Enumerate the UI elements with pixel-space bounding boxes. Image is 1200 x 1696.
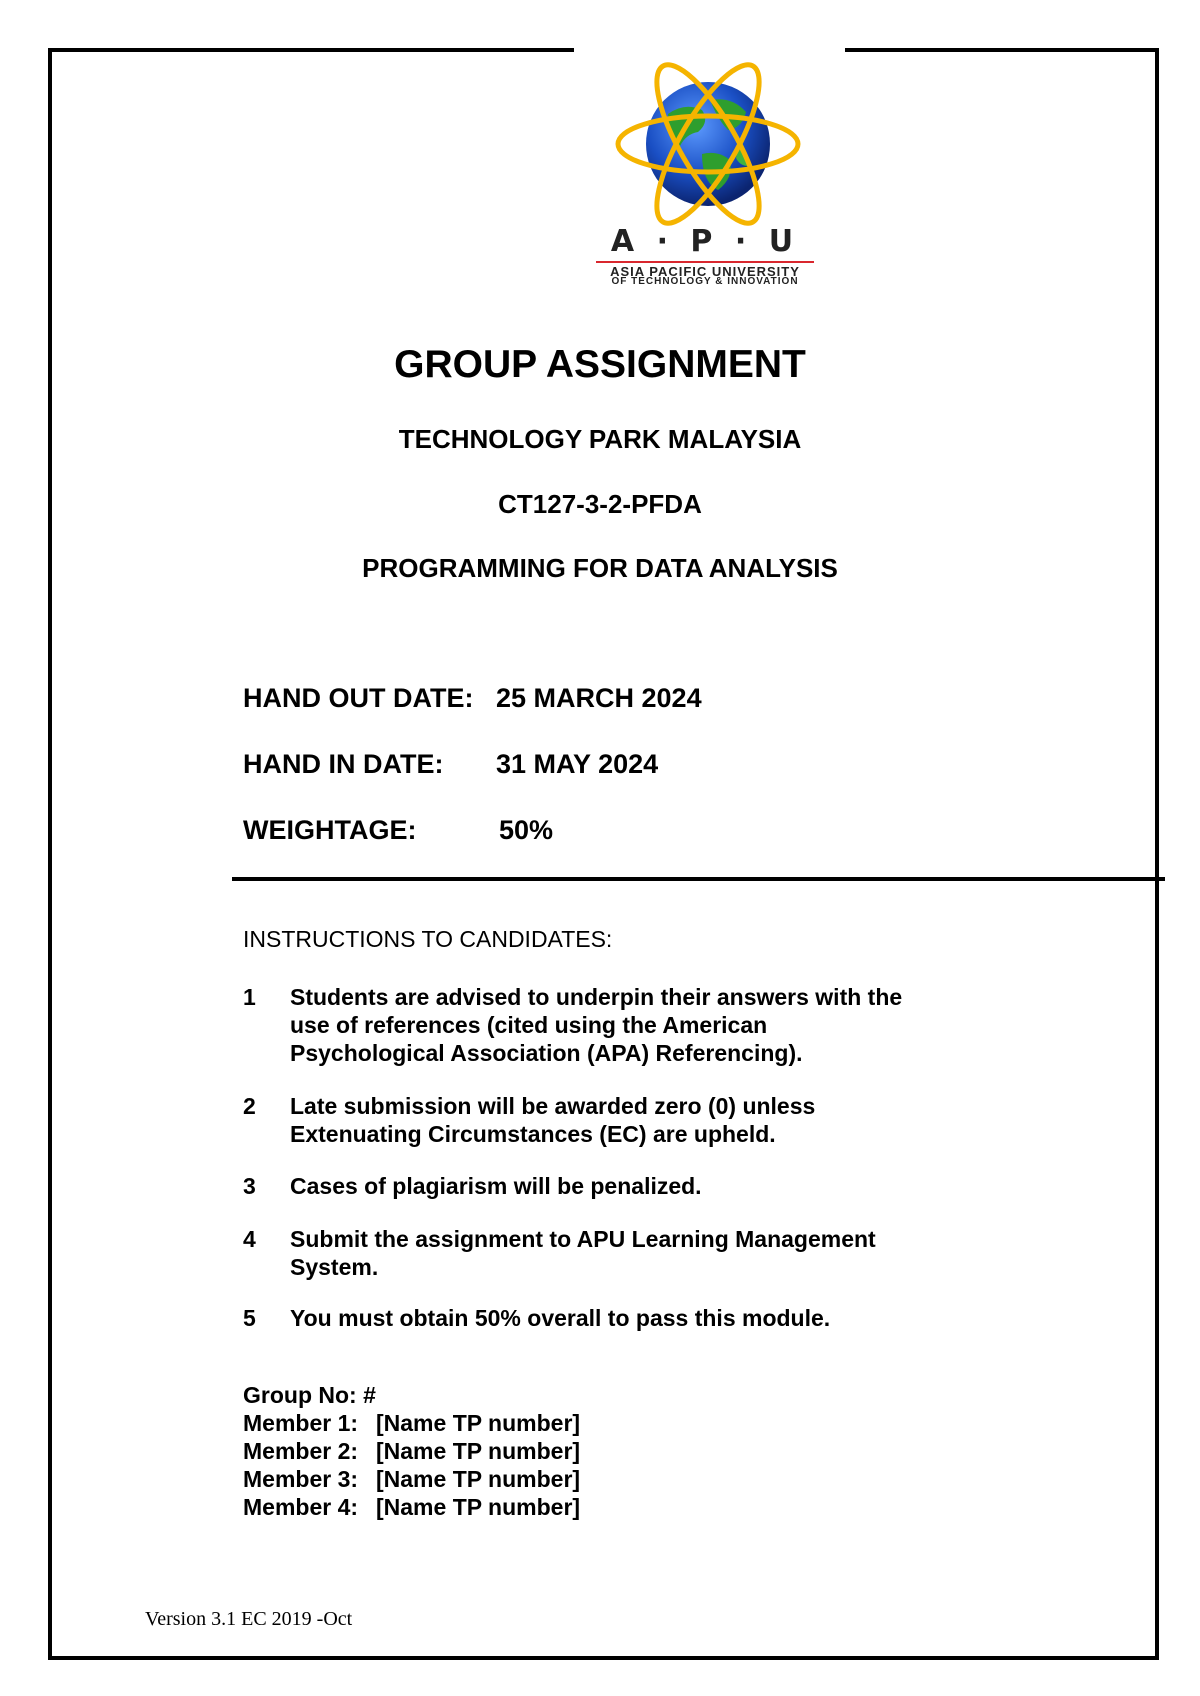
logo-line-2: OF TECHNOLOGY & INNOVATION [611,276,799,287]
weightage-label: WEIGHTAGE: [243,815,417,845]
instructions-heading: INSTRUCTIONS TO CANDIDATES: [243,926,613,952]
member-row [243,1465,580,1493]
border-left [48,48,52,1660]
apu-logo [590,62,820,287]
instruction-number: 4 [243,1226,256,1252]
version-footer: Version 3.1 EC 2019 -Oct [145,1608,353,1630]
member-value: [Name TP number] [376,1494,581,1520]
border-top-right [845,48,1159,52]
module-code: CT127-3-2-PFDA [498,489,702,519]
instruction-text: Students are advised to underpin their answers with the use of references (cited using the American Psychological Association (APA) Referencing). [290,984,903,1066]
member-value: [Name TP number] [376,1438,581,1464]
member-value: [Name TP number] [376,1410,581,1436]
instruction-text: Submit the assignment to APU Learning Management System. [290,1226,876,1280]
hand-in-label: HAND IN DATE: [243,749,444,779]
weightage-value: 50% [499,815,554,845]
module-name: PROGRAMMING FOR DATA ANALYSIS [362,553,838,583]
group-members [243,1381,580,1521]
group-number-value: # [363,1382,376,1408]
logo-rule [596,261,814,263]
member-label: Member 2: [243,1438,359,1464]
instruction-number: 2 [243,1093,256,1119]
campus-name: TECHNOLOGY PARK MALAYSIA [398,424,802,454]
group-number-row [243,1381,580,1409]
border-right [1155,48,1159,1660]
member-label: Member 4: [243,1494,359,1520]
instruction-number: 3 [243,1173,256,1199]
section-divider [232,877,1165,881]
member-label: Member 3: [243,1466,359,1492]
group-number-label: Group No: [243,1382,357,1408]
member-row [243,1437,580,1465]
hand-in-value: 31 MAY 2024 [496,749,659,779]
member-label: Member 1: [243,1410,359,1436]
member-row [243,1409,580,1437]
hand-out-value: 25 MARCH 2024 [496,683,702,713]
logo-wordmark: A · P · U [610,224,800,259]
border-bottom [48,1656,1159,1660]
instruction-text: Late submission will be awarded zero (0) unless Extenuating Circumstances (EC) are upheld. [290,1093,816,1147]
hand-out-label: HAND OUT DATE: [243,683,474,713]
border-top-left [48,48,574,52]
page-title: GROUP ASSIGNMENT [394,343,806,386]
instruction-text: Cases of plagiarism will be penalized. [290,1173,702,1199]
member-value: [Name TP number] [376,1466,581,1492]
instruction-number: 5 [243,1305,256,1331]
instruction-text: You must obtain 50% overall to pass this module. [290,1305,831,1331]
instruction-number: 1 [243,984,256,1010]
logo-line-1: ASIA PACIFIC UNIVERSITY [610,264,800,279]
member-row [243,1493,580,1521]
